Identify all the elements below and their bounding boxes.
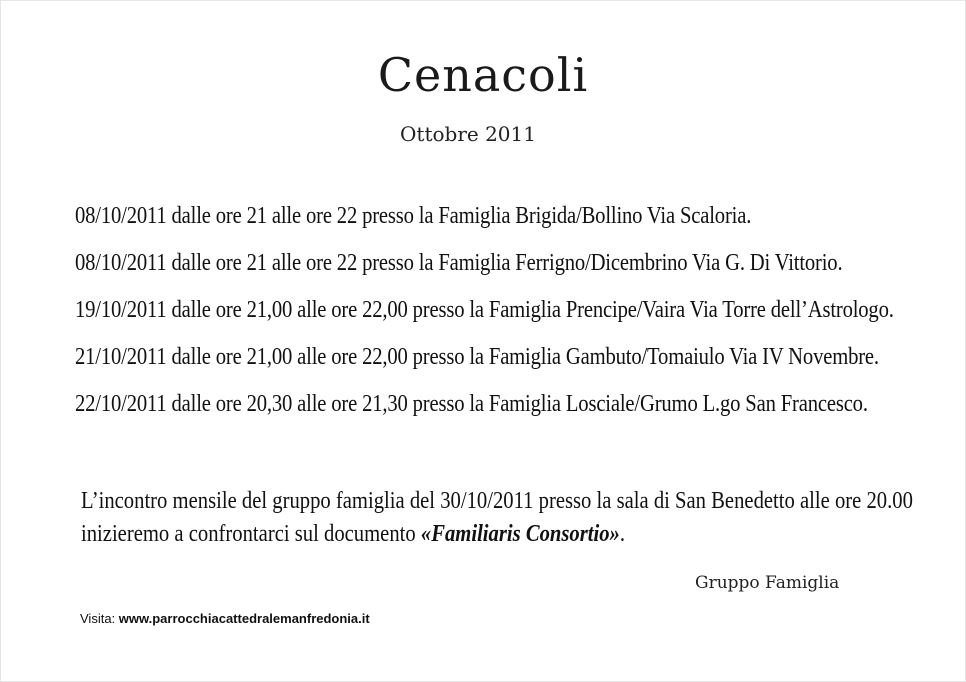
note-line-2-prefix: inizieremo a confrontarci sul documento (81, 521, 421, 547)
signature: Gruppo Famiglia (695, 573, 840, 593)
page-title: Cenacoli (377, 48, 589, 102)
monthly-meeting-note (81, 489, 941, 546)
event-item: 19/10/2011 dalle ore 21,00 alle ore 22,00 presso la Famiglia Prencipe/Vaira Via Torre dell’Astrologo. (75, 297, 894, 323)
document-title: «Familiaris Consortio» (420, 521, 620, 547)
note-line-2-suffix: . (619, 521, 626, 547)
event-item: 22/10/2011 dalle ore 20,30 alle ore 21,30 presso la Famiglia Losciale/Grumo L.go San Francesco. (75, 391, 868, 417)
note-line-1: L’incontro mensile del gruppo famiglia del 30/10/2011 presso la sala di San Benedetto alle ore 20.00 (81, 488, 913, 514)
page-subtitle: Ottobre 2011 (400, 122, 536, 146)
footer-label: Visita: (80, 611, 119, 626)
event-item: 21/10/2011 dalle ore 21,00 alle ore 22,00 presso la Famiglia Gambuto/Tomaiulo Via IV Novembre. (75, 344, 879, 370)
website-link[interactable]: www.parrocchiacattedralemanfredonia.it (118, 611, 370, 626)
note-line-2 (81, 522, 821, 546)
footer (80, 612, 370, 625)
event-item: 08/10/2011 dalle ore 21 alle ore 22 presso la Famiglia Brigida/Bollino Via Scaloria. (75, 203, 752, 229)
event-item: 08/10/2011 dalle ore 21 alle ore 22 presso la Famiglia Ferrigno/Dicembrino Via G. Di Vittorio. (75, 250, 843, 276)
events-list (75, 204, 945, 416)
